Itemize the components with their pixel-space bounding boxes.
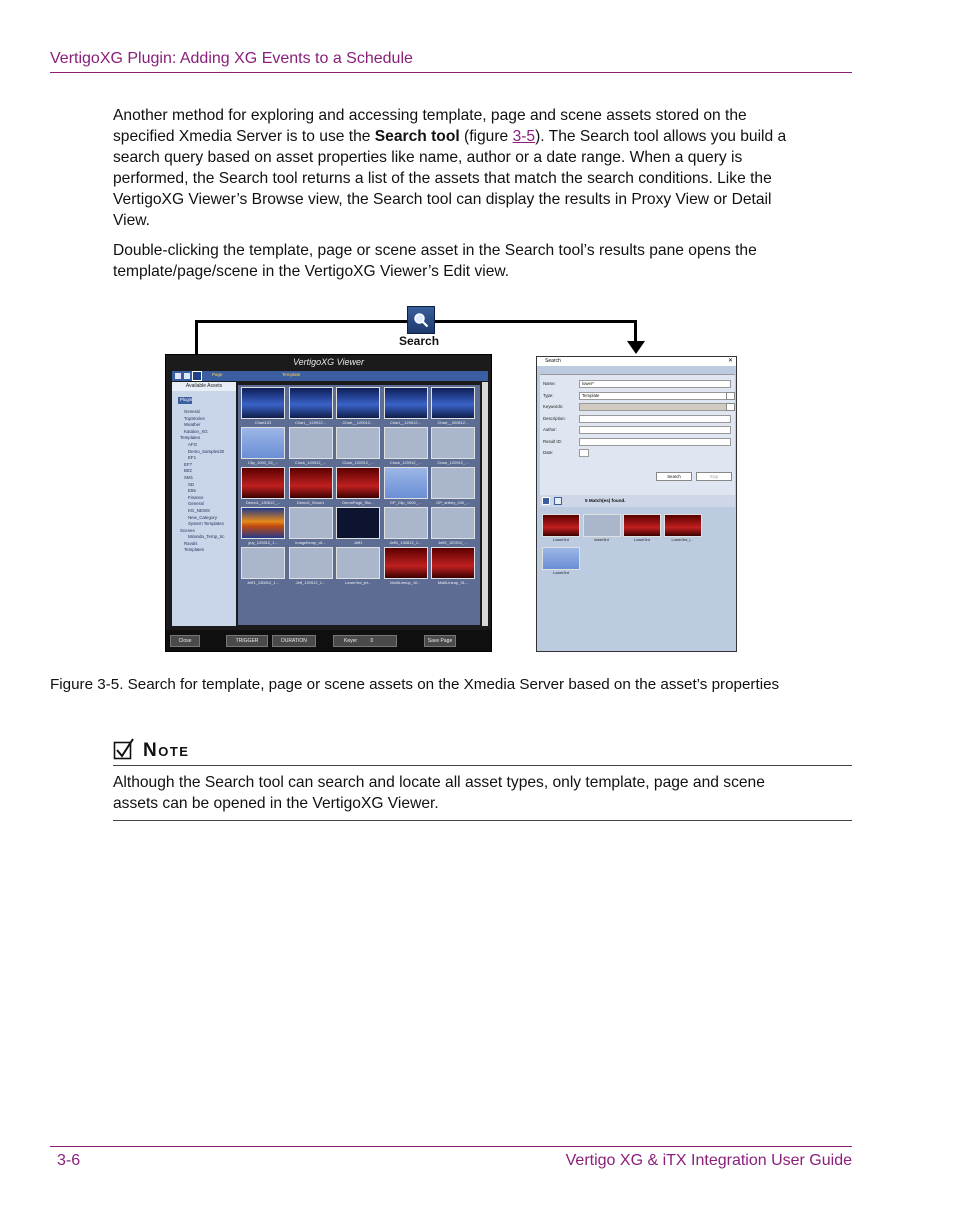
thumbnail-caption: GP_Clip_1000_... [389,500,422,505]
asset-thumbnail[interactable] [336,507,380,547]
asset-thumbnail[interactable] [336,427,380,467]
search-field-row [543,403,733,411]
thumbnail-image [431,547,475,579]
asset-thumbnail[interactable] [431,387,475,427]
thumbnail-caption: imageItemp_cli... [295,540,326,545]
asset-thumbnail[interactable] [241,507,285,547]
thumbnail-caption: Clock_120912_... [437,460,469,465]
search-form [540,374,735,495]
thumbnail-image [336,507,380,539]
sidebar-tree-item[interactable]: Scenes [180,527,195,533]
thumbnail-image [241,507,285,539]
thumbnail-image [384,427,428,459]
viewer-toolbar [172,371,488,381]
trigger-button[interactable] [226,635,268,647]
vertigoxg-viewer-window [165,354,492,652]
search-results-pane [540,509,735,649]
search-field-row [543,392,733,400]
thumbnail-caption: Chart123 [254,420,272,425]
search-field-input[interactable]: Template [579,392,731,400]
thumbnail-caption: Lower3rd_jet... [344,580,372,585]
thumbnail-caption: Clock_120912_... [389,460,422,465]
thumbnail-caption: Jeff_120912_1... [295,580,326,585]
search-result-thumbnail[interactable] [542,547,580,579]
search-field-input[interactable] [579,449,589,457]
asset-thumbnail[interactable] [241,547,285,587]
viewer-scrollbar[interactable] [482,382,488,626]
thumbnail-image [384,387,428,419]
thumbnail-image [336,547,380,579]
sidebar-tree-item[interactable]: Weather [184,422,201,428]
connector-right-down [634,320,637,342]
result-image [623,514,661,537]
note-rule-bottom [113,820,852,821]
asset-thumbnail[interactable] [431,547,475,587]
sidebar-header: Available Assets [172,382,236,391]
keyer-value: 0 [370,638,374,644]
thumbnail-caption: Chart__200812... [437,420,469,425]
search-field-input[interactable] [579,403,731,411]
stop-button[interactable]: Stop [696,472,732,481]
arrow-head [627,341,645,354]
close-icon[interactable]: ✕ [727,358,733,364]
footer-rule [50,1146,852,1147]
thumbnail-caption: Chart__120912... [390,420,421,425]
thumbnail-image [431,427,475,459]
thumbnail-image [336,387,380,419]
search-field-label: Result ID: [543,438,562,444]
keyer-label: Keyer [344,638,358,644]
thumbnail-image [289,387,333,419]
toolbar-icon[interactable] [184,373,190,379]
search-field-label: Name: [543,381,556,386]
sidebar-tree-item[interactable]: Katalon_XG [184,428,208,434]
search-field-label: Date: [543,450,554,455]
search-field-row [543,415,733,423]
note-rule-top [113,765,852,766]
duration-label: DURATION [281,638,307,644]
magnifier-icon [413,312,429,328]
double-click-paragraph: Double-clicking the template, page or scene asset in the Search tool’s results pane opens the template/page/scene in the VertigoXG Viewer’s Edit view. [113,242,757,280]
checkbox-checked-icon [113,738,135,760]
thumbnail-image [384,507,428,539]
asset-thumbnail[interactable] [384,387,428,427]
sidebar-tree-item[interactable]: EF7 [184,461,193,467]
thumbnail-caption: DemoPage_Sta... [342,500,374,505]
search-field-input[interactable]: lower* [579,380,731,388]
proxy-view-icon[interactable] [542,497,550,505]
asset-thumbnail[interactable] [336,547,380,587]
asset-thumbnail[interactable] [431,467,475,507]
toolbar-icon[interactable] [175,373,181,379]
asset-thumbnail[interactable] [431,427,475,467]
note-text: Although the Search tool can search and locate all asset types, only template, page and scene assets can be opened in the VertigoXG Viewer. [113,774,765,812]
page-number: 3-6 [57,1152,81,1169]
thumbnail-image [241,467,285,499]
thumbnail-grid [238,385,480,625]
thumbnail-image [431,387,475,419]
search-field-row [543,426,733,434]
asset-thumbnail[interactable] [241,467,285,507]
para1-text-c: ). The Search tool allows you build a search query based on asset properties like name, author or a date range. When a query is performed, the Search tool returns a list of the assets that match the search conditions. Like the VertigoXG Viewer’s Browse view, the Search tool can display the results in Proxy View or Detail View. [113,128,787,229]
asset-thumbnail[interactable] [384,467,428,507]
intro-paragraph [113,105,793,231]
result-image [583,514,621,537]
duration-button[interactable] [272,635,316,647]
search-result-thumbnail[interactable] [664,514,702,546]
sidebar-tree-item[interactable]: Templates [180,435,201,441]
thumbnail-caption: Clock_120912_... [342,460,374,465]
sidebar-list [172,391,236,554]
tab-page[interactable]: Page [212,372,223,377]
thumbnail-image [289,467,333,499]
thumbnail-caption: Clock_120912_... [294,460,327,465]
search-field-label: Description: [543,415,566,421]
sidebar-tree-item[interactable]: New_Category [188,514,218,520]
sidebar-tree-item[interactable]: SM1 [184,474,194,480]
sidebar-tree-item[interactable]: Plugin [180,397,193,403]
sidebar-tree-item[interactable]: E55 [188,488,196,494]
thumbnail-image [289,507,333,539]
sidebar-tree-item[interactable]: Finance [188,494,204,500]
page-header-title: VertigoXG Plugin: Adding XG Events to a Schedule [50,50,413,67]
asset-thumbnail[interactable] [336,387,380,427]
sidebar-tree-item[interactable]: AFO [188,441,198,447]
thumbnail-image [384,547,428,579]
asset-thumbnail[interactable] [289,427,333,467]
search-field-row [543,438,733,446]
result-caption: Lower3rd [634,538,650,542]
asset-thumbnail[interactable] [289,547,333,587]
sidebar-tree-item[interactable]: General [184,409,200,414]
toolbar-search-icon-highlight[interactable] [192,371,202,381]
thumbnail-caption: Demo2_Show1 [296,500,325,505]
sidebar-tree-item[interactable]: TopStories [184,415,205,421]
result-caption: lower3rd [594,538,609,542]
figure-caption: Figure 3-5. Search for template, page or scene assets on the Xmedia Server based on the asset’s properties [50,676,780,693]
result-image [664,514,702,537]
search-dialog [536,356,737,652]
thumbnail-caption: Demo1_130812_... [245,500,281,505]
asset-thumbnail[interactable] [384,507,428,547]
asset-thumbnail[interactable] [336,467,380,507]
thumbnail-image [336,467,380,499]
match-count-text: 5 Match(es) found. [585,498,626,503]
results-bar [540,495,735,507]
thumbnail-caption: Jeff1_130812_1... [389,540,422,545]
dropdown-chevron-icon[interactable] [726,392,735,400]
thumbnail-caption: Jeff1_130812_1... [247,580,279,585]
asset-thumbnail[interactable] [384,427,428,467]
search-field-input[interactable] [579,426,731,434]
keywords-picker-button[interactable] [726,403,735,411]
asset-thumbnail[interactable] [431,507,475,547]
close-button[interactable]: Close [170,635,200,647]
asset-thumbnail[interactable] [384,547,428,587]
search-field-label: Keywords: [543,404,564,409]
search-field-input[interactable] [579,438,731,446]
sidebar-tree-item[interactable]: General [188,501,204,507]
tab-template[interactable]: Template [282,372,301,377]
thumbnail-caption: guy_120912_1... [248,540,278,545]
detail-view-icon[interactable] [554,497,562,505]
para1-text-b: (figure [459,128,513,145]
header-rule [50,72,852,73]
available-assets-tree [172,382,236,626]
search-tool-button[interactable] [407,306,435,334]
thumbnail-caption: GP_arthey_240_... [436,500,470,505]
thumbnail-caption: MultiLineup_10... [390,580,421,585]
para1-text-a: Another method for exploring and accessing template, page and scene assets stored on the specified Xmedia Server is to use the [113,107,747,145]
sidebar-tree-item[interactable]: System Templates [188,521,224,527]
result-caption: Lower3rd [553,571,569,575]
thumbnail-image [289,427,333,459]
sidebar-tree-item[interactable]: SD [188,481,195,487]
result-caption: Lower3rd [553,538,569,542]
search-field-input[interactable] [579,415,731,423]
search-field-row [543,449,733,457]
thumbnail-image [384,467,428,499]
viewer-bottom-bar [166,630,491,652]
viewer-title: VertigoXG Viewer [292,357,365,367]
asset-thumbnail[interactable] [241,387,285,427]
asset-thumbnail[interactable] [289,467,333,507]
search-result-thumbnail[interactable] [583,514,621,546]
asset-thumbnail[interactable] [289,507,333,547]
sidebar-tree-item[interactable]: Templates [184,547,205,553]
sidebar-tree-item[interactable]: EF1 [188,455,197,461]
guide-title: Vertigo XG & iTX Integration User Guide [565,1152,852,1169]
search-button-label: Search [399,334,440,348]
figure-link[interactable]: 3-5 [512,128,536,145]
sidebar-tree-item[interactable]: B02 [184,468,192,474]
sidebar-tree-item[interactable]: KG_NEWS [188,507,210,513]
result-caption: Lower3rd_l... [671,538,694,542]
trigger-label: TRIGGER [235,638,259,644]
thumbnail-caption: Jeff1 [353,540,363,545]
sidebar-tree-item[interactable]: Demo_Samples30 [188,448,225,454]
keyer-select[interactable] [333,635,397,647]
search-submit-button[interactable]: Search [656,472,692,481]
thumbnail-image [431,507,475,539]
search-tabs [540,367,599,374]
result-image [542,547,580,570]
note-title: Note [143,740,190,761]
thumbnail-caption: Jeff2_120912_... [438,540,468,545]
asset-thumbnail[interactable] [241,427,285,467]
search-dialog-title: Search [537,357,736,366]
thumbnail-caption: Chart__120912... [295,420,326,425]
thumbnail-caption: MultiLineup_31... [437,580,469,585]
search-field-label: Author: [543,427,557,432]
search-field-row [543,380,733,388]
thumbnail-image [241,387,285,419]
search-field-label: Type: [543,392,554,398]
sidebar-tree-item[interactable]: Miranda_Temp_Sc [188,534,225,540]
thumbnail-image [241,547,285,579]
thumbnail-image [431,467,475,499]
search-result-thumbnail[interactable] [623,514,661,546]
sidebar-tree-item[interactable]: Ravals [184,540,198,546]
para1-bold-search-tool: Search tool [374,128,460,145]
result-image [542,514,580,537]
search-result-thumbnail[interactable] [542,514,580,546]
thumbnail-image [241,427,285,459]
thumbnail-caption: Chart__1209​12... [342,420,374,425]
asset-thumbnail[interactable] [289,387,333,427]
thumbnail-caption: Clip_1000_25_... [247,460,279,465]
thumbnail-image [289,547,333,579]
save-page-button[interactable]: Save Page [424,635,456,647]
thumbnail-image [336,427,380,459]
